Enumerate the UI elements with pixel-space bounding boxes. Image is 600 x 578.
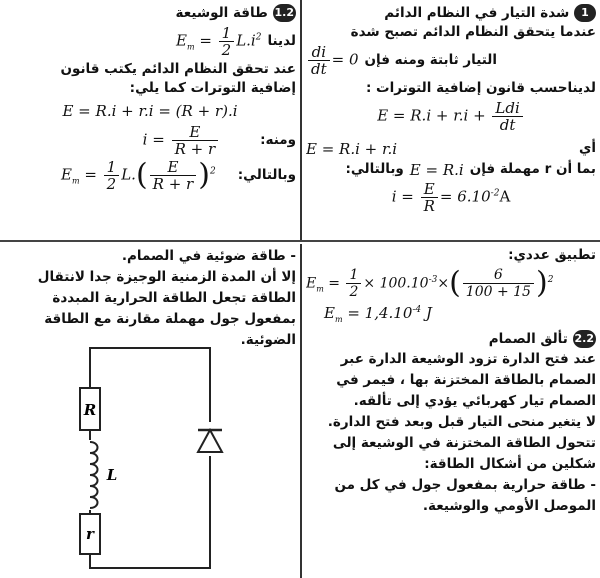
resistor-R-label: R [83, 401, 97, 419]
current-line: ومنه: i = $\frac{E}{R + r}$ [142, 123, 296, 158]
energy-result-formula: $E_m$ = $\frac{1}{2}$ L.( $\frac{E}{R + r}$ )$^2$ [61, 157, 216, 193]
text-line: بمفعول جول مهملة مقارنة مع الطاقة [44, 311, 296, 327]
current-formula: i = $\frac{E}{R + r}$ [143, 124, 220, 157]
simplified-equation: E = R.i + r.i [306, 139, 398, 158]
text-line: الصمام تيار كهربائي يؤدي إلى تألقه. [353, 393, 596, 409]
resistor-r-label: r [86, 525, 94, 543]
text-line: الموصل الأومي والوشيعة. [422, 498, 596, 514]
section-title: 1.2 طاقة الوشيعة [175, 5, 294, 21]
text-line: إلا أن المدة الزمنية الوجيزة جدا لانتقال [37, 269, 296, 285]
text-line: - طاقة حرارية بمفعول جول في كل من [334, 477, 596, 493]
column-divider-top [300, 0, 302, 240]
section-number-badge: 1 [574, 4, 596, 22]
numeric-energy-equation: $E_m$ = $\frac{1}{2}$ × $100.10^{-3}\times$( $\frac{6}{100 + 15}$ )$^2$ [306, 265, 554, 301]
section-title: 2.2 تألق الصمام [488, 331, 594, 347]
text-line: - طاقة ضوئية في الصمام. [121, 248, 296, 264]
section-numeric-and-diode [306, 246, 596, 576]
energy-definition-line: لدينا $E_m$ = $\frac{1}{2}$ $L.i^2$ [176, 24, 296, 59]
text-line: شكلين من أشكال الطاقة: [424, 456, 596, 472]
simplified-equation-line: أي E = R.i + r.i [306, 139, 596, 158]
section-number-badge: 1.2 [273, 4, 297, 22]
text-line: إضافية التوترات كما يلي: [129, 80, 296, 96]
section-title: 1 شدة التيار في النظام الدائم [306, 4, 596, 23]
derivative-equation: $\frac{di}{dt}$ = 0 [306, 44, 359, 77]
numeric-energy-result: $E_m = 1,4.10^{-4}$ J [324, 304, 432, 324]
text-line: الصمام بالطاقة المختزنة بها ، فيمر في [336, 372, 596, 388]
numeric-application-title: تطبيق عددي: [508, 247, 596, 263]
row-divider [0, 240, 600, 242]
energy-result-line: وبالتالي: $E_m$ = $\frac{1}{2}$ L.( $\frac{E}{R + r}$ )$^2$ [61, 157, 296, 193]
text-line: لديناحسب قانون إضافية التوترات : [365, 80, 596, 96]
approximation-line: بما أن r مهملة فإن E = R.i وبالتالي: [345, 160, 596, 179]
text-line: تتحول الطاقة المختزنة في الوشيعة إلى [332, 435, 596, 451]
circuit-wire-loop [90, 348, 210, 568]
text-line: عند فتح الدارة تزود الوشيعة الدارة عبر [340, 351, 596, 367]
inductor-L-label: L [106, 466, 118, 484]
column-divider-bottom [300, 244, 302, 578]
section-number-badge: 2.2 [573, 330, 597, 348]
section-current-steady-state [306, 4, 596, 238]
kvl-equation: E = R.i + r.i + $\frac{\text{Ldi}}{dt}$ [306, 100, 596, 133]
text-line: عند تحقق النظام الدائم يكتب قانون [60, 61, 296, 77]
rl-diode-circuit [60, 340, 260, 576]
text-line: لا يتغير منحى التيار قبل وبعد فتح الدارة. [327, 414, 596, 430]
text-line: الضوئية. [240, 332, 296, 348]
kvl-equation: E = R.i + r.i = (R + r).i [62, 102, 238, 120]
section-coil-energy [4, 4, 296, 238]
current-result-equation: i = $\frac{E}{R}$ = $6.10^{-2}A$ [391, 180, 511, 215]
derivative-line: التيار ثابتة ومنه فإن $\frac{di}{dt}$ = 0 [306, 44, 596, 77]
text-line: الطاقة تجعل الطاقة الحرارية المبددة [52, 290, 296, 306]
energy-formula: $E_m$ = $\frac{1}{2}$ $L.i^2$ [176, 24, 262, 59]
text-line: عندما يتحقق النظام الدائم تصبح شدة [350, 24, 596, 40]
